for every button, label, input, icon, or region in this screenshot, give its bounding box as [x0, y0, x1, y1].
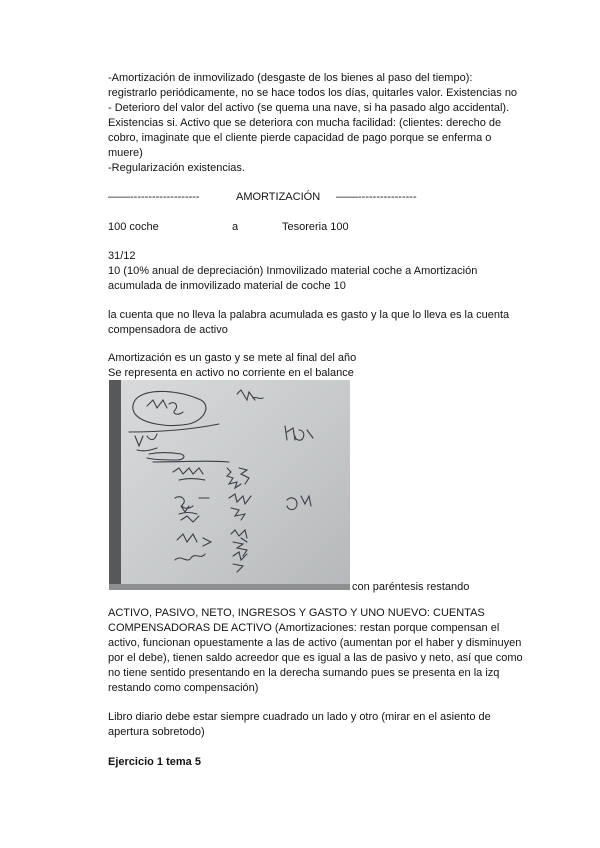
paragraph-line: por el debe), tienen saldo acreedor que es igual a las de pasivo y neto, así que como	[108, 652, 523, 664]
section-dash-left: ——-------------------	[108, 191, 200, 203]
note-line: muere)	[108, 147, 143, 159]
entry-connector: a	[232, 221, 239, 233]
note-line: Existencias si. Activo que se deteriora con mucha facilidad: (clientes: derecho de	[108, 117, 502, 129]
paragraph-line: restando como compensación)	[108, 682, 259, 694]
entry-line: acumulada de inmovilizado material de coche 10	[108, 280, 346, 292]
exercise-heading: Ejercicio 1 tema 5	[108, 756, 201, 768]
paragraph-line: apertura sobretodo)	[108, 726, 205, 738]
section-title: AMORTIZACIÓN	[236, 191, 321, 203]
note-line: -Amortización de inmovilizado (desgaste de los bienes al paso del tiempo):	[108, 72, 473, 84]
paragraph-line: la cuenta que no lleva la palabra acumulada es gasto y la que lo lleva es la cuenta	[108, 309, 510, 321]
note-line: registrarlo periódicamente, no se hace todos los días, quitarles valor. Existencias no	[108, 87, 518, 99]
paragraph-line: COMPENSADORAS DE ACTIVO (Amortizaciones: restan porque compensan el	[108, 622, 500, 634]
photo-caption: con paréntesis restando	[352, 581, 470, 593]
entry-credit: Tesoreria 100	[282, 221, 349, 233]
paragraph-line: Amortización es un gasto y se mete al final del año	[108, 352, 357, 364]
paragraph-line: activo, funcionan opuestamente a las de activo (aumentan por el haber y disminuyen	[108, 637, 522, 649]
paragraph-line: compensadora de activo	[108, 324, 228, 336]
section-dash-right: ——----------------	[336, 191, 417, 203]
paragraph-line: Se representa en activo no corriente en el balance	[108, 367, 354, 379]
note-line: - Deterioro del valor del activo (se quema una nave, si ha pasado algo accidental).	[108, 102, 510, 114]
whiteboard-photo	[109, 380, 350, 590]
note-line: cobro, imaginate que el cliente pierde capacidad de pago porque se enferma o	[108, 132, 492, 144]
entry-date: 31/12	[108, 250, 136, 262]
entry-line: 10 (10% anual de depreciación) Inmovilizado material coche a Amortización	[108, 265, 478, 277]
whiteboard-scribbles	[109, 380, 350, 590]
paragraph-line: no tiene sentido presentando en la derecha sumando pues se presenta en la izq	[108, 667, 500, 679]
paragraph-line: ACTIVO, PASIVO, NETO, INGRESOS Y GASTO Y UNO NUEVO: CUENTAS	[108, 607, 485, 619]
paragraph-line: Libro diario debe estar siempre cuadrado un lado y otro (mirar en el asiento de	[108, 711, 491, 723]
entry-debit: 100 coche	[108, 221, 159, 233]
note-line: -Regularización existencias.	[108, 162, 245, 174]
